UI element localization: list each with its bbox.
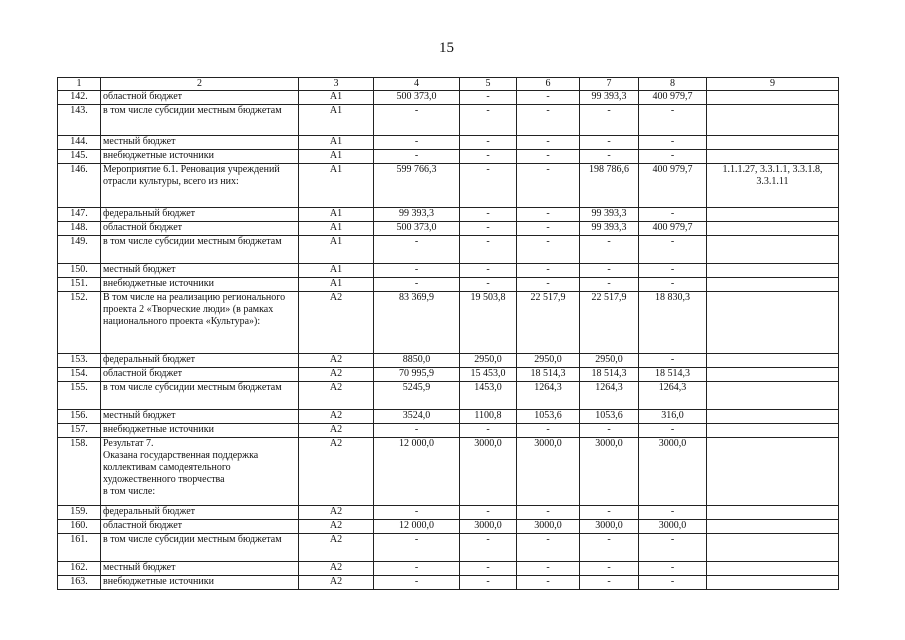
value-col6: - — [517, 264, 580, 278]
row-number: 150. — [58, 264, 101, 278]
value-col4: - — [374, 562, 460, 576]
row-number: 160. — [58, 520, 101, 534]
row-number: 156. — [58, 410, 101, 424]
header-cell: 9 — [707, 78, 839, 91]
row-number: 163. — [58, 576, 101, 590]
value-col7: - — [580, 506, 639, 520]
value-col6: - — [517, 236, 580, 264]
value-col6: - — [517, 222, 580, 236]
row-code: А2 — [299, 424, 374, 438]
row-label: областной бюджет — [101, 520, 299, 534]
value-col4: 99 393,3 — [374, 208, 460, 222]
value-col4: - — [374, 576, 460, 590]
value-col5: - — [460, 222, 517, 236]
row-number: 151. — [58, 278, 101, 292]
header-row — [58, 78, 839, 91]
row-label: областной бюджет — [101, 222, 299, 236]
header-cell: 1 — [58, 78, 101, 91]
row-label: местный бюджет — [101, 410, 299, 424]
value-col8: - — [639, 424, 707, 438]
value-col7: - — [580, 576, 639, 590]
row-code: А2 — [299, 520, 374, 534]
value-col7: - — [580, 150, 639, 164]
row-number: 162. — [58, 562, 101, 576]
row-label: внебюджетные источники — [101, 576, 299, 590]
value-col5: 15 453,0 — [460, 368, 517, 382]
value-col7: 198 786,6 — [580, 164, 639, 208]
row-reference — [707, 410, 839, 424]
row-label: федеральный бюджет — [101, 354, 299, 368]
value-col6: - — [517, 208, 580, 222]
value-col6: 1264,3 — [517, 382, 580, 410]
row-code: А2 — [299, 368, 374, 382]
value-col7: 99 393,3 — [580, 91, 639, 105]
value-col8: - — [639, 208, 707, 222]
header-cell: 2 — [101, 78, 299, 91]
table-header — [58, 78, 839, 91]
value-col6: 18 514,3 — [517, 368, 580, 382]
row-code: А2 — [299, 562, 374, 576]
value-col6: - — [517, 534, 580, 562]
value-col5: - — [460, 506, 517, 520]
row-label: внебюджетные источники — [101, 150, 299, 164]
value-col6: - — [517, 136, 580, 150]
row-reference — [707, 136, 839, 150]
value-col8: 3000,0 — [639, 520, 707, 534]
value-col8: 400 979,7 — [639, 164, 707, 208]
row-number: 152. — [58, 292, 101, 354]
row-code: А1 — [299, 278, 374, 292]
value-col5: 19 503,8 — [460, 292, 517, 354]
table-row — [58, 150, 839, 164]
value-col4: 599 766,3 — [374, 164, 460, 208]
table-row — [58, 236, 839, 264]
value-col4: - — [374, 534, 460, 562]
value-col8: - — [639, 136, 707, 150]
row-code: А1 — [299, 136, 374, 150]
row-reference — [707, 91, 839, 105]
header-cell: 8 — [639, 78, 707, 91]
header-cell: 3 — [299, 78, 374, 91]
value-col8: - — [639, 105, 707, 136]
row-code: А2 — [299, 576, 374, 590]
value-col8: 400 979,7 — [639, 222, 707, 236]
row-code: А1 — [299, 164, 374, 208]
table-row — [58, 292, 839, 354]
value-col7: 99 393,3 — [580, 208, 639, 222]
value-col5: - — [460, 278, 517, 292]
row-number: 148. — [58, 222, 101, 236]
value-col4: 83 369,9 — [374, 292, 460, 354]
value-col6: - — [517, 105, 580, 136]
value-col6: - — [517, 164, 580, 208]
value-col4: 12 000,0 — [374, 520, 460, 534]
row-reference — [707, 292, 839, 354]
value-col5: 3000,0 — [460, 520, 517, 534]
row-reference — [707, 438, 839, 506]
row-code: А2 — [299, 354, 374, 368]
value-col5: - — [460, 164, 517, 208]
table-row — [58, 424, 839, 438]
row-number: 147. — [58, 208, 101, 222]
value-col4: - — [374, 150, 460, 164]
value-col6: - — [517, 576, 580, 590]
table-row — [58, 164, 839, 208]
row-number: 145. — [58, 150, 101, 164]
row-number: 159. — [58, 506, 101, 520]
value-col7: - — [580, 278, 639, 292]
value-col7: 2950,0 — [580, 354, 639, 368]
table-row — [58, 136, 839, 150]
value-col5: - — [460, 534, 517, 562]
row-reference — [707, 520, 839, 534]
value-col7: - — [580, 136, 639, 150]
row-label: в том числе субсидии местным бюджетам — [101, 534, 299, 562]
value-col5: 1453,0 — [460, 382, 517, 410]
value-col5: - — [460, 208, 517, 222]
row-number: 154. — [58, 368, 101, 382]
row-number: 157. — [58, 424, 101, 438]
row-reference — [707, 562, 839, 576]
value-col4: - — [374, 236, 460, 264]
value-col7: - — [580, 534, 639, 562]
page-number: 15 — [439, 40, 454, 56]
row-reference — [707, 208, 839, 222]
table-row — [58, 382, 839, 410]
table-row — [58, 520, 839, 534]
value-col6: - — [517, 91, 580, 105]
value-col7: 22 517,9 — [580, 292, 639, 354]
row-label: местный бюджет — [101, 136, 299, 150]
value-col6: - — [517, 150, 580, 164]
row-label: Результат 7. Оказана государственная поддержка коллективам самодеятельного художественного творчества в том числе: — [101, 438, 299, 506]
value-col8: - — [639, 278, 707, 292]
row-code: А1 — [299, 150, 374, 164]
row-number: 143. — [58, 105, 101, 136]
table-row — [58, 368, 839, 382]
row-label: внебюджетные источники — [101, 278, 299, 292]
value-col4: 12 000,0 — [374, 438, 460, 506]
row-label: областной бюджет — [101, 91, 299, 105]
value-col7: 3000,0 — [580, 438, 639, 506]
header-cell: 4 — [374, 78, 460, 91]
table-row — [58, 576, 839, 590]
table-row — [58, 354, 839, 368]
value-col5: - — [460, 105, 517, 136]
row-label: федеральный бюджет — [101, 506, 299, 520]
value-col5: - — [460, 424, 517, 438]
row-reference — [707, 506, 839, 520]
table-row — [58, 105, 839, 136]
value-col4: 8850,0 — [374, 354, 460, 368]
table-row — [58, 208, 839, 222]
row-reference — [707, 368, 839, 382]
table-row — [58, 438, 839, 506]
value-col6: - — [517, 506, 580, 520]
value-col8: 1264,3 — [639, 382, 707, 410]
row-label: федеральный бюджет — [101, 208, 299, 222]
row-code: А1 — [299, 105, 374, 136]
row-label: в том числе субсидии местным бюджетам — [101, 382, 299, 410]
row-reference — [707, 576, 839, 590]
row-label: внебюджетные источники — [101, 424, 299, 438]
value-col6: - — [517, 424, 580, 438]
value-col6: 1053,6 — [517, 410, 580, 424]
value-col7: 99 393,3 — [580, 222, 639, 236]
value-col7: - — [580, 236, 639, 264]
value-col4: - — [374, 105, 460, 136]
value-col7: 3000,0 — [580, 520, 639, 534]
row-code: А2 — [299, 506, 374, 520]
value-col5: - — [460, 150, 517, 164]
table-row — [58, 222, 839, 236]
row-reference — [707, 264, 839, 278]
value-col6: 2950,0 — [517, 354, 580, 368]
row-reference — [707, 424, 839, 438]
value-col4: 70 995,9 — [374, 368, 460, 382]
row-reference — [707, 278, 839, 292]
header-cell: 5 — [460, 78, 517, 91]
table-row — [58, 91, 839, 105]
value-col6: 3000,0 — [517, 520, 580, 534]
value-col8: - — [639, 534, 707, 562]
value-col8: 400 979,7 — [639, 91, 707, 105]
row-number: 149. — [58, 236, 101, 264]
table-row — [58, 562, 839, 576]
value-col8: - — [639, 354, 707, 368]
row-number: 158. — [58, 438, 101, 506]
budget-table — [57, 77, 839, 590]
row-code: А2 — [299, 534, 374, 562]
row-number: 142. — [58, 91, 101, 105]
value-col5: - — [460, 576, 517, 590]
value-col8: - — [639, 562, 707, 576]
row-reference — [707, 236, 839, 264]
row-code: А2 — [299, 292, 374, 354]
value-col4: - — [374, 424, 460, 438]
row-code: А2 — [299, 438, 374, 506]
value-col8: 18 514,3 — [639, 368, 707, 382]
value-col8: - — [639, 576, 707, 590]
value-col8: - — [639, 150, 707, 164]
row-code: А1 — [299, 236, 374, 264]
row-label: местный бюджет — [101, 562, 299, 576]
value-col5: - — [460, 136, 517, 150]
row-label: В том числе на реализацию регионального проекта 2 «Творческие люди» (в рамках национального проекта «Культура»): — [101, 292, 299, 354]
value-col7: 1053,6 — [580, 410, 639, 424]
row-reference — [707, 382, 839, 410]
value-col4: 500 373,0 — [374, 91, 460, 105]
value-col4: 3524,0 — [374, 410, 460, 424]
value-col8: 3000,0 — [639, 438, 707, 506]
value-col5: - — [460, 264, 517, 278]
row-number: 146. — [58, 164, 101, 208]
row-label: в том числе субсидии местным бюджетам — [101, 236, 299, 264]
value-col5: 2950,0 — [460, 354, 517, 368]
value-col6: - — [517, 278, 580, 292]
value-col4: 5245,9 — [374, 382, 460, 410]
value-col4: 500 373,0 — [374, 222, 460, 236]
value-col4: - — [374, 506, 460, 520]
row-code: А1 — [299, 264, 374, 278]
row-number: 144. — [58, 136, 101, 150]
value-col5: - — [460, 91, 517, 105]
row-code: А1 — [299, 208, 374, 222]
value-col7: - — [580, 105, 639, 136]
value-col4: - — [374, 136, 460, 150]
value-col4: - — [374, 264, 460, 278]
value-col8: - — [639, 506, 707, 520]
value-col4: - — [374, 278, 460, 292]
value-col5: 3000,0 — [460, 438, 517, 506]
value-col8: 18 830,3 — [639, 292, 707, 354]
value-col6: - — [517, 562, 580, 576]
table-row — [58, 264, 839, 278]
table-body — [58, 91, 839, 590]
value-col7: 1264,3 — [580, 382, 639, 410]
row-label: Мероприятие 6.1. Реновация учреждений отрасли культуры, всего из них: — [101, 164, 299, 208]
table-row — [58, 278, 839, 292]
header-cell: 7 — [580, 78, 639, 91]
row-label: местный бюджет — [101, 264, 299, 278]
row-number: 155. — [58, 382, 101, 410]
row-number: 161. — [58, 534, 101, 562]
row-reference — [707, 222, 839, 236]
row-label: областной бюджет — [101, 368, 299, 382]
value-col5: - — [460, 236, 517, 264]
value-col7: - — [580, 424, 639, 438]
row-reference — [707, 534, 839, 562]
row-code: А1 — [299, 222, 374, 236]
value-col5: 1100,8 — [460, 410, 517, 424]
table-row — [58, 506, 839, 520]
value-col6: 22 517,9 — [517, 292, 580, 354]
row-number: 153. — [58, 354, 101, 368]
row-code: А2 — [299, 382, 374, 410]
row-code: А2 — [299, 410, 374, 424]
row-label: в том числе субсидии местным бюджетам — [101, 105, 299, 136]
value-col5: - — [460, 562, 517, 576]
row-reference — [707, 150, 839, 164]
header-cell: 6 — [517, 78, 580, 91]
row-code: А1 — [299, 91, 374, 105]
value-col8: 316,0 — [639, 410, 707, 424]
row-reference — [707, 105, 839, 136]
value-col7: - — [580, 264, 639, 278]
value-col8: - — [639, 236, 707, 264]
value-col6: 3000,0 — [517, 438, 580, 506]
row-reference — [707, 354, 839, 368]
value-col7: - — [580, 562, 639, 576]
table-row — [58, 534, 839, 562]
value-col8: - — [639, 264, 707, 278]
value-col7: 18 514,3 — [580, 368, 639, 382]
table-row — [58, 410, 839, 424]
row-reference: 1.1.1.27, 3.3.1.1, 3.3.1.8, 3.3.1.11 — [707, 164, 839, 208]
